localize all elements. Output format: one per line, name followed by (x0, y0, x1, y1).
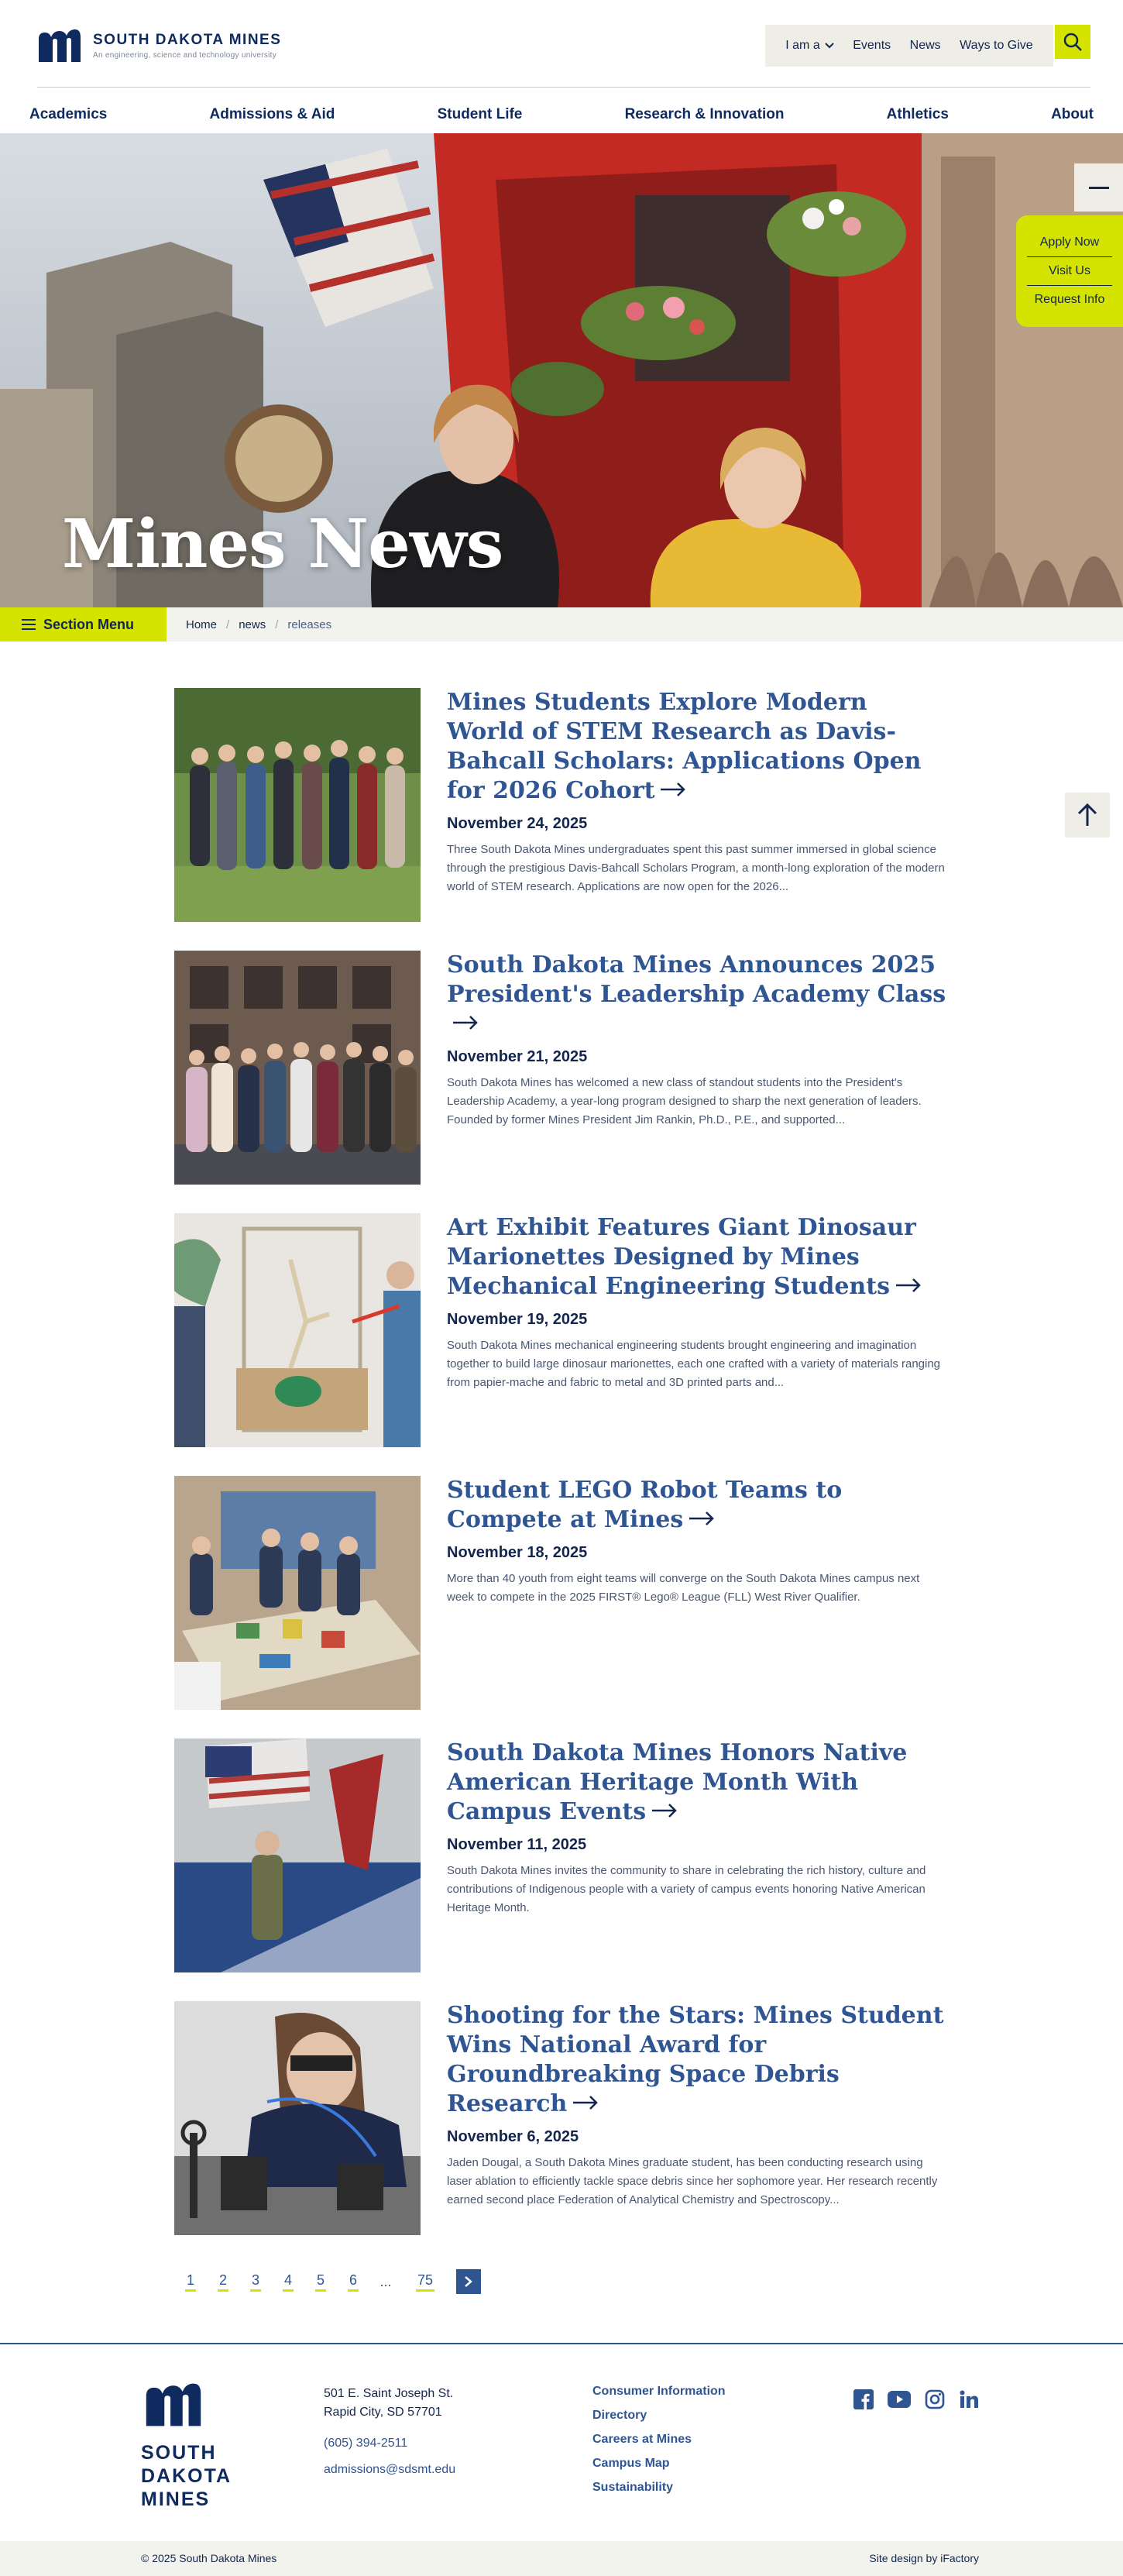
search-button[interactable] (1055, 25, 1090, 59)
news-date: November 19, 2025 (447, 1311, 588, 1328)
photo-image (174, 1213, 421, 1447)
collapse-cta-button[interactable] (1074, 163, 1123, 212)
arrow-right-icon (651, 1802, 678, 1819)
news-thumbnail[interactable] (174, 1213, 421, 1447)
breadcrumb-bar (0, 607, 1123, 641)
cta-panel (1016, 215, 1123, 327)
photo-image (174, 1476, 421, 1710)
news-date: November 18, 2025 (447, 1544, 588, 1561)
news-excerpt: South Dakota Mines has welcomed a new class of standout students into the President's Leadership Academy, a year-long program designed to sharp the next generation of leaders. Founded by former Mines President Jim Rankin, Ph.D., P.E., and supported... (447, 1076, 922, 1126)
breadcrumb-news[interactable]: news (239, 617, 266, 631)
news-excerpt: Three South Dakota Mines undergraduates spent this past summer immersed in global science through the prestigious Davis-Bahcall Scholars Program, a month-long exploration of the modern world of STEM research. Applications are now open for the 2026... (447, 843, 945, 893)
pagination-ellipsis: ... (379, 2273, 392, 2289)
footer-link-consumer-information[interactable]: Consumer Information (592, 2385, 726, 2398)
phone-link[interactable]: (605) 394-2511 (324, 2437, 408, 2450)
next-page-button[interactable] (456, 2269, 481, 2294)
social-links (853, 2389, 979, 2413)
news-thumbnail[interactable] (174, 688, 421, 922)
arrow-up-icon (1077, 803, 1098, 827)
hamburger-icon (22, 619, 36, 630)
linkedin-icon[interactable] (959, 2389, 979, 2413)
news-date: November 11, 2025 (447, 1836, 587, 1853)
page-link-3[interactable]: 3 (239, 2272, 272, 2291)
footer-link-campus-map[interactable]: Campus Map (592, 2457, 670, 2470)
arrow-right-icon (452, 1014, 479, 1031)
youtube-icon[interactable] (888, 2391, 911, 2412)
photo-image (174, 951, 421, 1185)
breadcrumb-separator: / (226, 617, 230, 631)
nav-academics[interactable]: Academics (29, 106, 108, 122)
news-title-link[interactable] (447, 951, 946, 1037)
arrow-right-icon (572, 2094, 599, 2111)
photo-image (174, 2001, 421, 2235)
news-title-link[interactable] (447, 1739, 907, 1825)
apply-now-link[interactable]: Apply Now (1027, 229, 1112, 257)
facebook-icon[interactable] (853, 2389, 874, 2413)
news-item (174, 1739, 949, 1972)
nav-student-life[interactable]: Student Life (437, 106, 523, 122)
page-link-1[interactable]: 1 (174, 2272, 207, 2291)
photo-image (174, 688, 421, 922)
site-logo[interactable] (37, 28, 281, 64)
arrow-right-icon (659, 781, 687, 798)
arrow-right-icon (688, 1510, 716, 1527)
email-link[interactable]: admissions@sdsmt.edu (324, 2463, 456, 2476)
news-excerpt: South Dakota Mines invites the community to share in celebrating the rich history, culture and contributions of Indigenous people with a variety of campus events honoring Native American Heritage Month. (447, 1864, 926, 1914)
site-credit-link[interactable]: Site design by iFactory (869, 2552, 979, 2564)
page-link-5[interactable]: 5 (304, 2272, 337, 2291)
nav-about[interactable]: About (1051, 106, 1094, 122)
footer-address (324, 2385, 455, 2479)
news-link[interactable]: News (909, 39, 941, 52)
site-header (0, 0, 1123, 133)
footer-links (592, 2385, 726, 2495)
news-item (174, 688, 949, 922)
events-link[interactable]: Events (853, 39, 891, 52)
news-excerpt: South Dakota Mines mechanical engineering students brought engineering and imagination together to build large dinosaur marionettes, each one crafted with a variety of materials ranging from papier-mache and fabric to metal and 3D printed parts and... (447, 1339, 941, 1389)
nav-research-innovation[interactable]: Research & Innovation (624, 106, 785, 122)
news-title-link[interactable] (447, 1477, 842, 1533)
logo-name: SOUTH DAKOTA MINES (93, 32, 282, 48)
news-date: November 6, 2025 (447, 2128, 579, 2145)
news-title: Art Exhibit Features Giant Dinosaur Marionettes Designed by Mines Mechanical Engineering Students (447, 1214, 916, 1300)
page-title: Mines News (62, 505, 503, 583)
visit-us-link[interactable]: Visit Us (1027, 257, 1112, 286)
news-title: South Dakota Mines Announces 2025 President's Leadership Academy Class (447, 951, 946, 1008)
site-footer (0, 2343, 1123, 2541)
footer-link-directory[interactable]: Directory (592, 2409, 647, 2422)
footer-link-sustainability[interactable]: Sustainability (592, 2481, 674, 2494)
news-title: Shooting for the Stars: Mines Student Wins National Award for Groundbreaking Space Debris Research (447, 2002, 944, 2117)
news-title: Student LEGO Robot Teams to Compete at Mines (447, 1477, 843, 1533)
nav-admissions-aid[interactable]: Admissions & Aid (209, 106, 335, 122)
page-link-2[interactable]: 2 (207, 2272, 239, 2291)
pagination (174, 2266, 481, 2297)
news-excerpt: Jaden Dougal, a South Dakota Mines graduate student, has been conducting research using laser ablation to efficiently tackle space debris since her sophomore year. Her research recently earned second place Federation of Analytical Chemistry and Spectroscopy... (447, 2156, 938, 2206)
header-divider (37, 87, 1090, 88)
i-am-a-dropdown[interactable] (785, 39, 833, 53)
news-title: Mines Students Explore Modern World of STEM Research as Davis-Bahcall Scholars: Applications Open for 2026 Cohort (447, 689, 922, 804)
arrow-right-icon (895, 1277, 922, 1294)
nav-athletics[interactable]: Athletics (886, 106, 949, 122)
news-date: November 21, 2025 (447, 1048, 588, 1065)
news-item (174, 2001, 949, 2235)
news-date: November 24, 2025 (447, 815, 588, 832)
footer-bottom-bar (0, 2541, 1123, 2576)
breadcrumb-separator: / (275, 617, 279, 631)
news-excerpt: More than 40 youth from eight teams will converge on the South Dakota Mines campus next week to compete in the 2025 FIRST® Lego® League (FLL) West River Qualifier. (447, 1572, 920, 1604)
news-title-link[interactable] (447, 1214, 922, 1300)
hero-banner (0, 133, 1123, 607)
search-icon (1063, 32, 1083, 52)
footer-logo-word: SOUTH (141, 2442, 217, 2464)
ways-to-give-link[interactable]: Ways to Give (960, 39, 1033, 52)
copyright-text: © 2025 South Dakota Mines (141, 2552, 277, 2564)
chevron-right-icon (464, 2276, 473, 2287)
mines-logo-icon (141, 2382, 206, 2428)
request-info-link[interactable]: Request Info (1034, 293, 1105, 306)
chevron-down-icon (825, 43, 834, 49)
main-nav (0, 96, 1123, 133)
breadcrumb-current: releases (287, 617, 332, 631)
address-line-1: 501 E. Saint Joseph St. (324, 2387, 454, 2400)
section-menu-button[interactable] (0, 607, 167, 641)
page-link-4[interactable]: 4 (272, 2272, 304, 2291)
instagram-icon[interactable] (925, 2389, 945, 2413)
mines-logo-icon (37, 28, 82, 64)
news-thumbnail[interactable] (174, 1739, 421, 1972)
news-thumbnail[interactable] (174, 1476, 421, 1710)
news-thumbnail[interactable] (174, 951, 421, 1185)
news-thumbnail[interactable] (174, 2001, 421, 2235)
photo-image (174, 1739, 421, 1972)
footer-logo[interactable] (141, 2382, 232, 2511)
breadcrumb-home[interactable]: Home (186, 617, 218, 631)
news-item (174, 1476, 949, 1710)
page-link-last[interactable]: 75 (402, 2272, 448, 2291)
utility-bar (765, 25, 1053, 67)
section-menu-label: Section Menu (43, 616, 135, 632)
back-to-top-button[interactable] (1065, 793, 1110, 837)
page-link-6[interactable]: 6 (337, 2272, 369, 2291)
logo-tagline: An engineering, science and technology university (93, 51, 277, 60)
i-am-a-label: I am a (785, 39, 820, 52)
breadcrumb (186, 607, 331, 641)
minus-icon (1089, 187, 1109, 189)
footer-logo-word: MINES (141, 2488, 211, 2510)
news-title-link[interactable] (447, 689, 922, 804)
footer-logo-word: DAKOTA (141, 2465, 232, 2487)
news-item (174, 951, 949, 1185)
news-title: South Dakota Mines Honors Native American Heritage Month With Campus Events (447, 1739, 908, 1825)
address-line-2: Rapid City, SD 57701 (324, 2406, 442, 2419)
news-item (174, 1213, 949, 1447)
footer-link-careers[interactable]: Careers at Mines (592, 2433, 692, 2446)
news-title-link[interactable] (447, 2002, 943, 2117)
